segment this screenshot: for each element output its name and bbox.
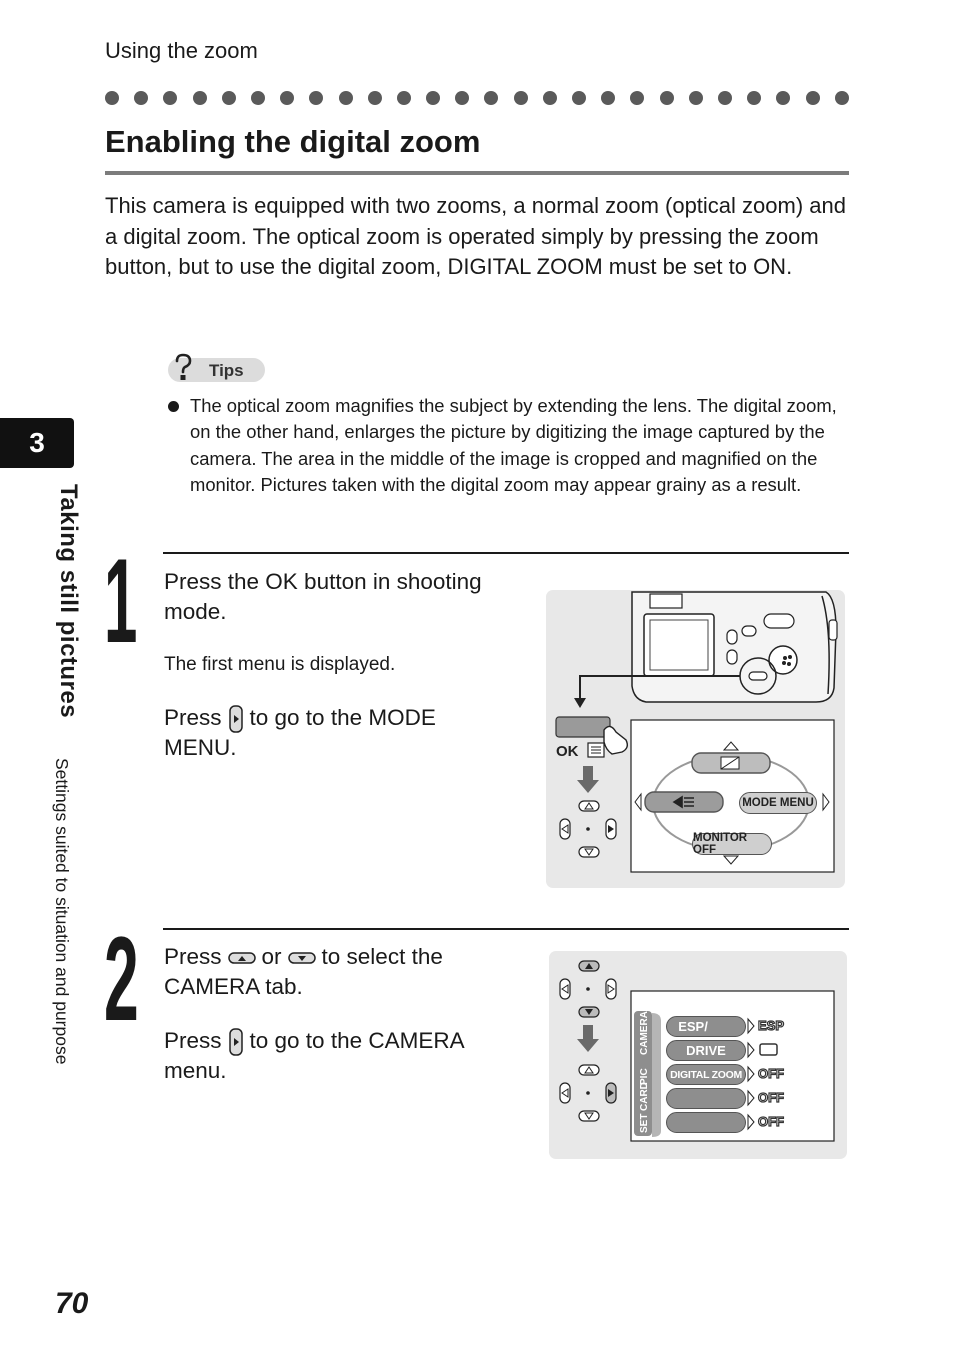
menu-value-esp: ESP (758, 1018, 785, 1033)
svg-text:CAMERA: CAMERA (639, 1011, 650, 1055)
svg-text:OK: OK (556, 743, 579, 760)
page-number: 70 (55, 1287, 89, 1320)
right-arrow-button-icon (228, 705, 244, 733)
chapter-tab: 3 (0, 418, 74, 468)
page-heading: Enabling the digital zoom (105, 124, 481, 159)
step-1-diagram (546, 590, 845, 888)
step-1-substep: Press to go to the MODE MENU. (164, 705, 436, 761)
right-arrow-button-icon (228, 1028, 244, 1056)
menu-row-drive[interactable]: DRIVE (666, 1040, 746, 1061)
question-icon (171, 352, 195, 382)
monitor-off-item[interactable]: MONITOR OFF (692, 833, 772, 855)
step-1-note: The first menu is displayed. (164, 654, 396, 675)
chapter-title: Taking still pictures (55, 484, 82, 719)
mode-menu-item[interactable]: MODE MENU (739, 792, 817, 814)
step-1-rule (163, 552, 849, 554)
svg-text:CARD: CARD (639, 1082, 650, 1111)
svg-text:2: 2 (104, 920, 139, 1030)
up-arrow-button-icon (228, 951, 256, 965)
menu-row-digital-zoom[interactable]: DIGITAL ZOOM (666, 1064, 746, 1085)
svg-text:1: 1 (104, 546, 138, 656)
tip-text: The optical zoom magnifies the subject by extending the lens. The digital zoom, on the other hand, enlarges the picture by digitizing the image captured by the camera. The area in the middle of the image is cropped and magnified on the monitor. Pictures taken with the digital zoom may appear grainy as a result. (190, 395, 837, 496)
chapter-subtitle: Settings suited to situation and purpose (52, 758, 72, 1065)
step-2-diagram (549, 951, 847, 1159)
step-number-1 (103, 546, 163, 656)
menu-row-esp[interactable]: ESP/ (666, 1016, 746, 1037)
svg-text:PIC: PIC (639, 1068, 650, 1085)
step-2-rule (163, 928, 849, 930)
dotted-divider (105, 88, 849, 108)
bullet-icon (168, 401, 179, 412)
menu-value-macro: OFF (758, 1114, 784, 1129)
step-number-2 (103, 920, 163, 1030)
step-2-substep: Press to go to the CAMERA menu. (164, 1028, 464, 1084)
section-label: Using the zoom (105, 38, 258, 63)
menu-value-digital-zoom: OFF (758, 1066, 784, 1081)
menu-row-macro[interactable] (666, 1112, 746, 1133)
down-arrow-button-icon (288, 951, 316, 965)
heading-underline (105, 171, 849, 175)
menu-value-sound: OFF (758, 1090, 784, 1105)
step-1-instruction: Press the OK button in shooting mode. (164, 569, 482, 624)
menu-row-sound[interactable] (666, 1088, 746, 1109)
svg-text:SET: SET (639, 1113, 650, 1133)
tips-label: Tips (209, 361, 244, 380)
intro-paragraph: This camera is equipped with two zooms, a normal zoom (optical zoom) and a digital zoom. The optical zoom is operated simply by pressing the zoom button, but to use the digital zoom, DIGITAL ZOOM must be set to ON. (105, 193, 846, 279)
step-2-instruction: Press or to select the CAMERA tab. (164, 944, 443, 999)
